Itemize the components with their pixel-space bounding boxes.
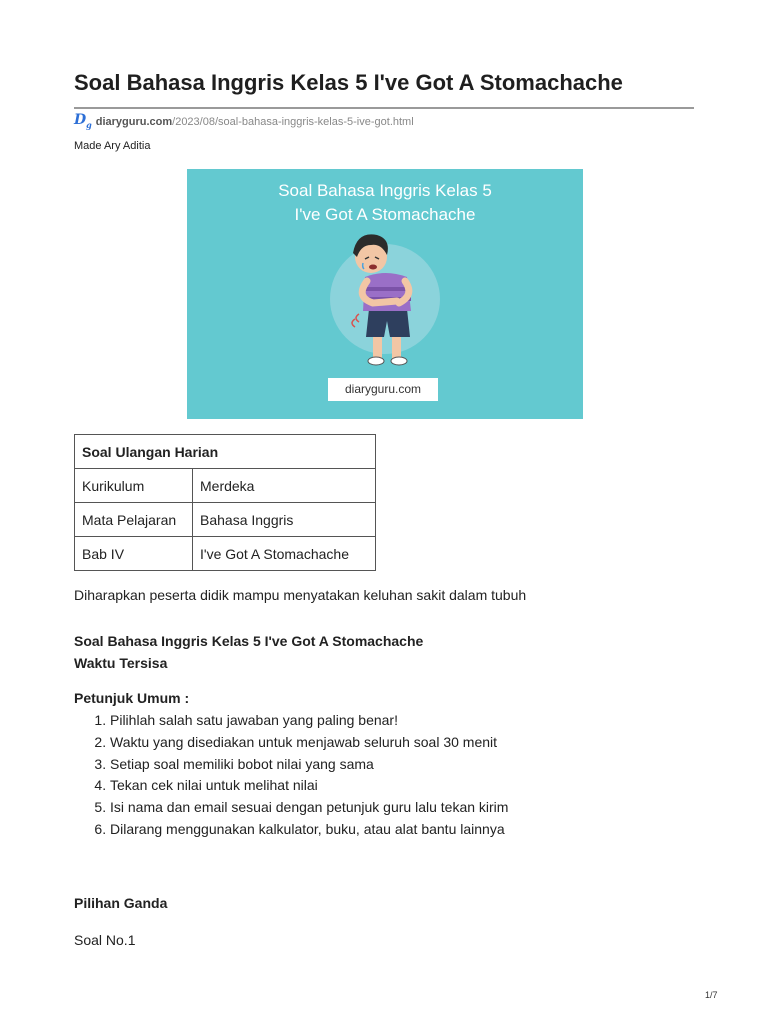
table-row: [75, 469, 376, 503]
source-path: /2023/08/soal-bahasa-inggris-kelas-5-ive-got.html: [172, 115, 414, 128]
list-item: 3. Setiap soal memiliki bobot nilai yang sama: [110, 754, 508, 776]
info-table: [74, 434, 376, 571]
table-cell-value: Bahasa Inggris: [193, 503, 376, 537]
table-row: [75, 537, 376, 571]
banner-title-line2: I've Got A Stomachache: [294, 205, 476, 224]
source-line: [74, 113, 414, 131]
table-row: [75, 503, 376, 537]
quiz-title: Soal Bahasa Inggris Kelas 5 I've Got A Stomachache: [74, 633, 424, 649]
table-header-row: [75, 435, 376, 469]
list-item: 5. Isi nama dan email sesuai dengan petunjuk guru lalu tekan kirim: [110, 797, 508, 819]
instructions-title: Petunjuk Umum :: [74, 690, 190, 706]
list-item: 1. Pilihlah salah satu jawaban yang paling benar!: [110, 710, 508, 732]
table-cell-label: Kurikulum: [75, 469, 193, 503]
table-cell-value: Merdeka: [193, 469, 376, 503]
banner-site-label: diaryguru.com: [328, 378, 438, 401]
table-cell-label: Mata Pelajaran: [75, 503, 193, 537]
multiple-choice-title: Pilihan Ganda: [74, 895, 168, 911]
table-header: Soal Ulangan Harian: [75, 435, 376, 469]
author-name: Made Ary Aditia: [74, 140, 151, 152]
timer-label: Waktu Tersisa: [74, 655, 168, 671]
page-title: Soal Bahasa Inggris Kelas 5 I've Got A Stomachache: [74, 70, 623, 95]
section-heading: [74, 630, 423, 674]
question-number: Soal No.1: [74, 932, 136, 948]
page-number: 1/7: [705, 990, 718, 1000]
list-item: 6. Dilarang menggunakan kalkulator, buku, atau alat bantu lainnya: [110, 819, 508, 841]
list-item: 4. Tekan cek nilai untuk melihat nilai: [110, 775, 508, 797]
diaryguru-logo-icon: $D_g$: [74, 112, 92, 130]
title-divider: [74, 107, 694, 109]
table-cell-label: Bab IV: [75, 537, 193, 571]
source-domain-link[interactable]: diaryguru.com: [95, 115, 173, 128]
banner-image: [187, 169, 583, 419]
intro-text: Diharapkan peserta didik mampu menyatakan keluhan sakit dalam tubuh: [74, 587, 527, 603]
list-item: 2. Waktu yang disediakan untuk menjawab seluruh soal 30 menit: [110, 732, 508, 754]
banner-title-line1: Soal Bahasa Inggris Kelas 5: [278, 181, 492, 200]
table-cell-value: I've Got A Stomachache: [193, 537, 376, 571]
instructions-list: [74, 710, 508, 841]
